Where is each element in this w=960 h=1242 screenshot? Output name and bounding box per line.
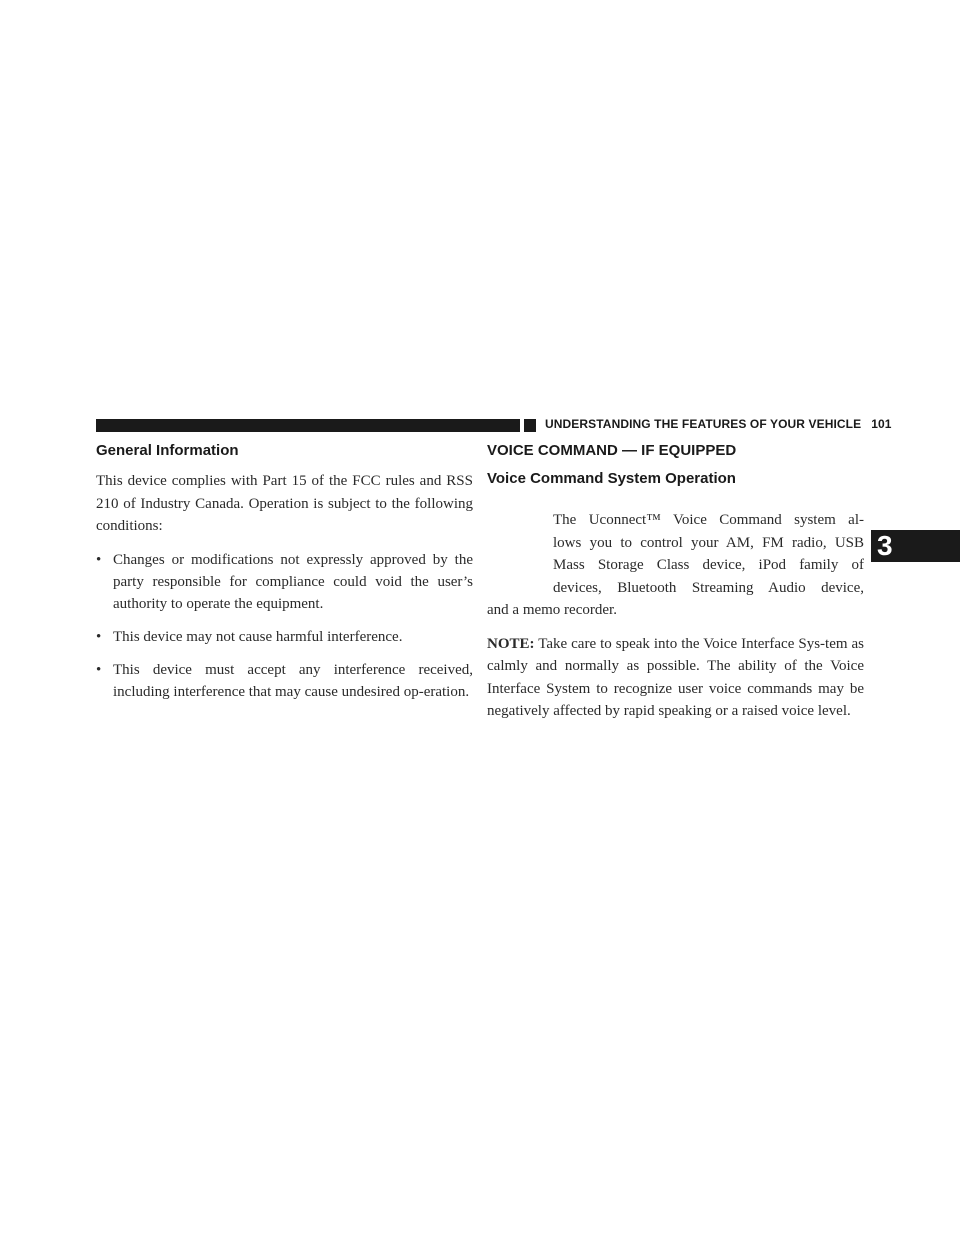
left-column bbox=[96, 442, 473, 703]
page-number: 101 bbox=[871, 417, 892, 431]
list-item-text: Changes or modifications not expressly approved by the party responsible for compliance could void the user’s authority to operate the equipment. bbox=[113, 551, 473, 612]
header-rule-segment bbox=[524, 419, 536, 432]
bullet-mark: • bbox=[96, 628, 102, 645]
intro-line: The Uconnect™ Voice Command system al- bbox=[553, 512, 864, 528]
running-header bbox=[545, 417, 892, 431]
fcc-compliance-paragraph: This device complies with Part 15 of the FCC rules and RSS 210 of Industry Canada. Operation is subject to the following conditions: bbox=[96, 473, 473, 534]
right-column bbox=[487, 442, 864, 723]
intro-line: devices, Bluetooth Streaming Audio device, bbox=[553, 579, 864, 596]
voice-command-intro bbox=[487, 509, 864, 622]
note-label: NOTE: bbox=[487, 635, 535, 652]
subheading-voice-command-operation: Voice Command System Operation bbox=[487, 470, 736, 487]
header-title: UNDERSTANDING THE FEATURES OF YOUR VEHICLE bbox=[545, 417, 862, 431]
note-text: Take care to speak into the Voice Interface Sys-tem as calmly and normally as possible. The ability of the Voice Interface System to recognize user voice commands may be negatively affected by rapid speaking or a raised voice level. bbox=[487, 635, 865, 719]
conditions-list bbox=[96, 549, 473, 703]
intro-line: and a memo recorder. bbox=[487, 602, 617, 618]
header-rule-bar bbox=[96, 419, 520, 432]
list-item-text: This device must accept any interference received, including interference that may cause undesired op-eration. bbox=[113, 661, 473, 700]
section-heading-voice-command: VOICE COMMAND — IF EQUIPPED bbox=[487, 442, 737, 459]
bullet-mark: • bbox=[96, 551, 102, 568]
list-item bbox=[96, 626, 473, 648]
list-item bbox=[96, 549, 473, 615]
note-paragraph bbox=[487, 633, 864, 723]
chapter-tab bbox=[871, 530, 960, 562]
list-item bbox=[96, 659, 473, 703]
section-heading-general-information: General Information bbox=[96, 442, 239, 459]
intro-line: Mass Storage Class device, iPod family of bbox=[553, 557, 864, 573]
intro-line: lows you to control your AM, FM radio, USB bbox=[553, 534, 864, 551]
chapter-number: 3 bbox=[877, 530, 893, 561]
bullet-mark: • bbox=[96, 661, 102, 678]
list-item-text: This device may not cause harmful interference. bbox=[113, 628, 403, 645]
